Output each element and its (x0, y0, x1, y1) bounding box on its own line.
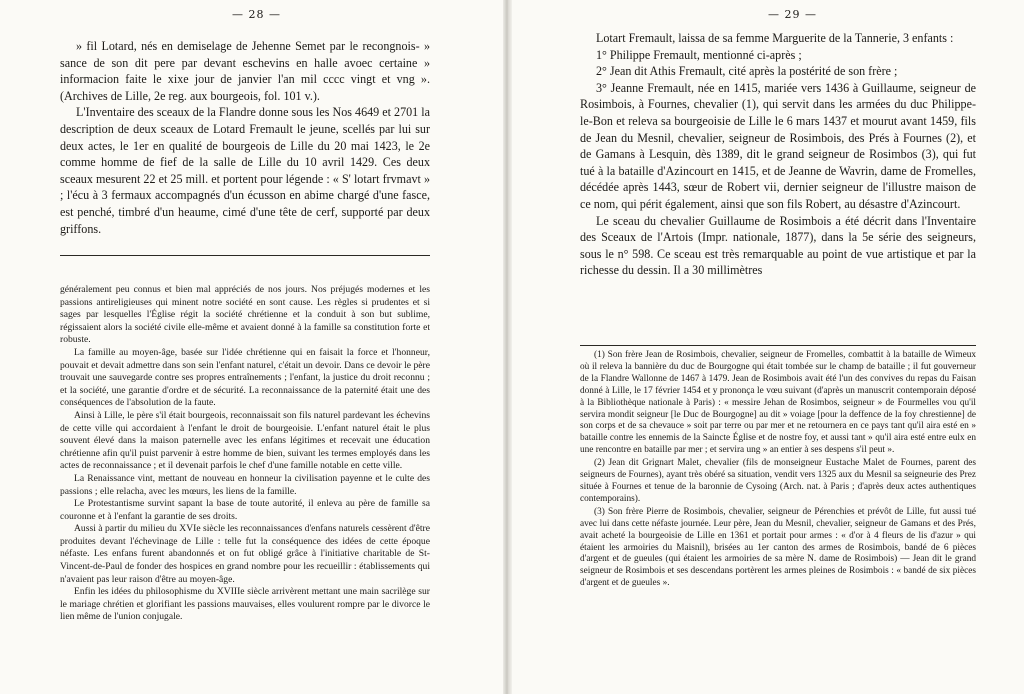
list-item: 2° Jean dit Athis Fremault, cité après la postérité de son frère ; (596, 64, 898, 79)
left-page (0, 0, 505, 694)
paragraph: L'Inventaire des sceaux de la Flandre donne sous les Nos 4649 et 2701 la description de deux sceaux de Lotard Fremault le jeune, scellés par lui sur deux actes, le 1er en qualité de bourgeois de Lille du 20 mai 1423, le 2e comme homme de fief de la salle de Lille du 10 avril 1429. Ces deux sceaux mesurent 22 et 25 mill. et portent pour légende : « S' lotart frvmavt » ; l'écu à 3 fermaux accompagnés d'un écusson en abime chargé d'une fasce, est penché, timbré d'un heaume, cimé d'une tête de cerf, supporté par deux griffons. (60, 105, 430, 236)
footnote-paragraph: (1) Son frère Jean de Rosimbois, chevalier, seigneur de Fromelles, combattit à la bataille de Wimeux où il releva la bannière du duc de Bourgogne qui était tombée sur le champ de bataille ; il fut gouverneur de la Flandre Wallonne de 1467 à 1479. Jean de Rosimbois avait été l'un des convives du repas du Faisan donné à Lille, le 17 février 1454 et y prononça le vœu suivant (d'après un manuscrit contemporain déposé à la Bibliothèque nationale à Paris) : « messire Jehan de Rosimbos, seigneur » de Fourmelles vou qu'il servira mondit seigneur [le Duc de Bourgogne] au dit » voiage [pour la deffence de la foy chrestienne] de son corps et de sa chevauce » soit par terre ou par mer et ne retournera en ce pays tant qu'il aira esté en » bataille contre les ennemis de la Saincte Église et de nostre foy, et aussi tant » qu'il aira esté entre eulx en une rencontre en bataille par mer ; et servira ung » an entier à ses despens s'il peut ». (580, 350, 976, 456)
footnotes (60, 284, 430, 624)
main-text (60, 38, 430, 237)
paragraph: Lotart Fremault, laissa de sa femme Marguerite de la Tannerie, 3 enfants : (596, 31, 954, 45)
right-page (510, 0, 1024, 694)
footnote-separator (60, 255, 430, 256)
footnote-paragraph: généralement peu connus et bien mal appréciés de nos jours. Nos préjugés modernes et les passions antireligieuses qui minent notre société en sont cause. Les règles si prudentes et si sages par lesquelles l'Église régit la société chrétienne et la conduit à son but sublime, régissaient alors la société civile elle-même et avaient donné à la famille sa constitution forte et robuste. (60, 284, 430, 346)
footnote-paragraph: Le Protestantisme survint sapant la base de toute autorité, il enleva au père de famille sa couronne et à l'enfant la garantie de ses droits. (60, 498, 430, 522)
paragraph: 3° Jeanne Fremault, née en 1415, mariée vers 1436 à Guillaume, seigneur de Rosimbois, à Fournes, chevalier (1), qui servit dans les armées du duc Philippe-le-Bon et releva sa bourgeoisie de Lille le 6 mars 1437 et mourut avant 1459, fils de Jean du Mesnil, chevalier, seigneur de Rosimbois, des Prés à Fournes (2), et de Gamans à Lesquin, dès 1389, dit le grand seigneur de Rosimbos (3), qui fut tué à la bataille d'Azincourt en 1415, et de Jeanne de Wavrin, dame de Fromelles, décédée après 1443, sœur de Robert vii, dernier seigneur de l'illustre maison de ce nom, qui périt également, ainsi que son fils Robert, au désastre d'Azincourt. (580, 80, 976, 211)
footnote-paragraph: La famille au moyen-âge, basée sur l'idée chrétienne qui en faisait la force et l'honneur, pouvait et devait admettre dans son sein l'enfant naturel, c'était un devoir. Dans ce devoir le père trouvait une sauvegarde contre ses propres entraînements ; l'enfant, la justice du droit reconnu ; et la société, une garantie d'ordre et de sécurité. La reconnaissance de la paternité était une des conséquences de l'absolution de la faute. (60, 346, 430, 409)
page-number: — 28 — (232, 8, 281, 21)
footnote-paragraph: Ainsi à Lille, le père s'il était bourgeois, reconnaissait son fils naturel pardevant les échevins de cette ville qui accordaient à l'enfant le droit de bourgeoisie. L'enfant naturel était le plus souvent élevé dans la maison paternelle avec les enfans légitimes et recevait une éducation chrétienne afin qu'il puist parvenir à estre homme de bien, suivant les termes employés dans les actes de reconnaissance ; et il devenait parfois le chef d'une famille notable en cette ville. (60, 409, 430, 472)
footnote-paragraph: Enfin les idées du philosophisme du XVIIIe siècle arrivèrent mettant une main sacrilège sur le mariage chrétien et glorifiant les passions mauvaises, elles voulurent rompre par le divorce le lien même de l'union conjugale. (60, 586, 430, 623)
footnotes (580, 350, 976, 591)
footnote-paragraph: Aussi à partir du milieu du XVIe siècle les reconnaissances d'enfans naturels cessèrent d'être produites devant l'échevinage de Lille : telle fut la conséquence des idées de cette époque néfaste. Les enfans furent abandonnés et on fut obligé grâce à l'initiative charitable de St-Vincent-de-Paul de fonder des hospices en grand nombre pour les recueillir : établissements qui n'avaient pas leur raison d'être au moyen-âge. (60, 523, 430, 585)
footnote-paragraph: La Renaissance vint, mettant de nouveau en honneur la civilisation payenne et le culte des passions ; elle relacha, avec les mœurs, les liens de la famille. (60, 472, 430, 497)
main-text (580, 30, 976, 279)
footnote-paragraph: (3) Son frère Pierre de Rosimbois, chevalier, seigneur de Pérenchies et prévôt de Lille, fut aussi tué avec lui dans cette néfaste journée. Leur père, Jean du Mesnil, chevalier, seigneur de Gamans et des Prés, avait acheté la bourgeoisie de Lille en 1361 et portait pour armes : « d'or à 4 fleurs de lis d'azur » qui étaient les armoiries du Maisnil), brisées au 1er canton des armes de Rosimbois, bandé de 6 pièces d'argent et de gueules (qui étaient les armoiries de sa mère N. dame de Rosimbois) — Jean dit le grand seigneur de Rosimbois et ses descendans portèrent les armes pleines de Rosimbois : « bandé de six pièces d'argent et de gueules ». (580, 506, 976, 589)
footnote-separator (580, 345, 976, 346)
page-number: — 29 — (768, 8, 817, 21)
paragraph: » fil Lotard, nés en demiselage de Jehenne Semet par le recongnois- » sance de son dit pere par devant eschevins en halle avoec certaine » informacion faite le xixe jour de janvier l'an mil cccc vingt et vng ». (Archives de Lille, 2e reg. aux bourgeois, fol. 101 v.). (60, 39, 430, 103)
paragraph: Le sceau du chevalier Guillaume de Rosimbois a été décrit dans l'Inventaire des Sceaux de l'Artois (Impr. nationale, 1877), dans la 5e série des seigneurs, sous le n° 598. Ce sceau est très remarquable au point de vue artistique et par la richesse du dessin. Il a 30 millimètres (580, 213, 976, 278)
footnote-paragraph: (2) Jean dit Grignart Malet, chevalier (fils de monseigneur Eustache Malet de Fournes, parent des seigneurs de Fournes), ayant très obéré sa situation, vendit vers 1325 aux du Mesnil sa seigneurie des Prez située à Fournes et tenue de la baronnie de Cysoing (Arch. nat. à Paris ; d'après deux actes authentiques contemporains). (580, 458, 976, 504)
list-item: 1° Philippe Fremault, mentionné ci-après ; (596, 47, 802, 62)
